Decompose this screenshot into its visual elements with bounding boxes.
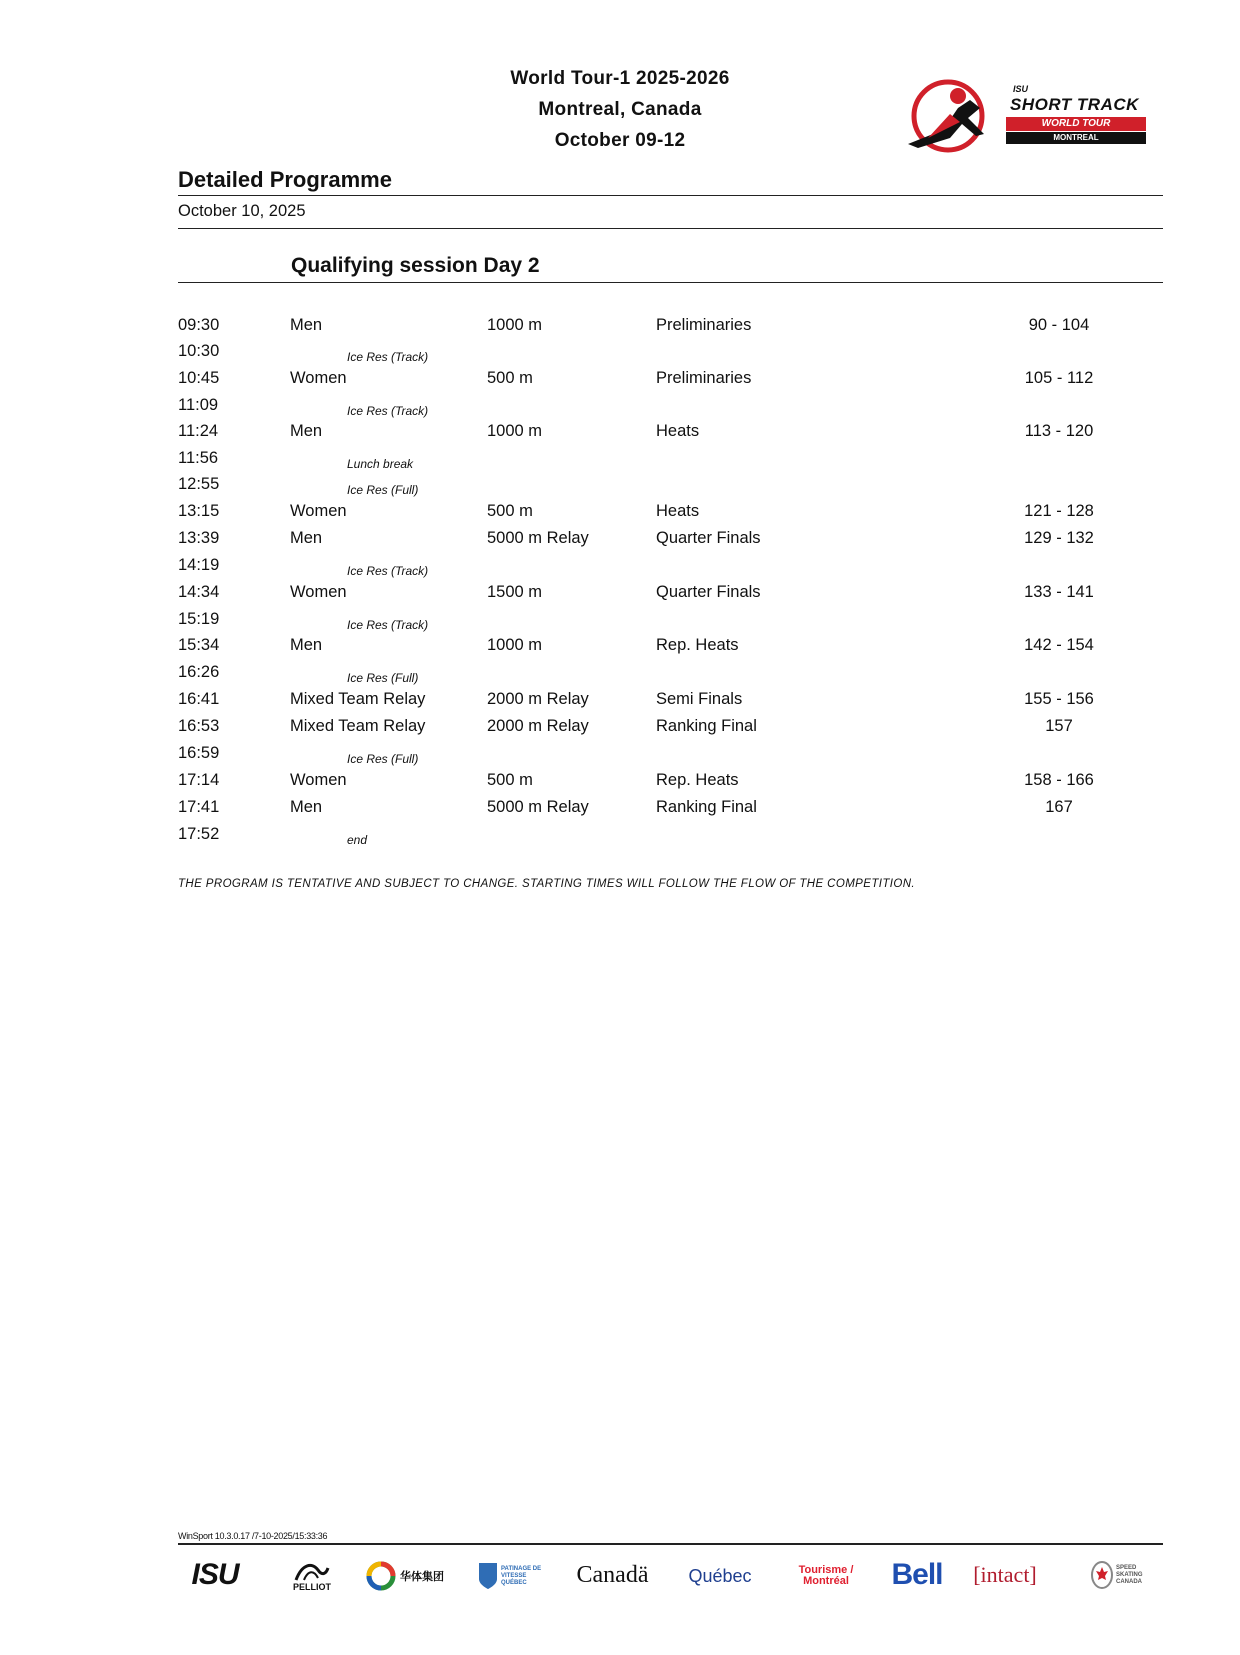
row-round: Preliminaries <box>656 369 752 387</box>
row-distance: 5000 m Relay <box>487 529 589 547</box>
row-round: Preliminaries <box>656 316 752 334</box>
schedule-row <box>178 717 1163 743</box>
row-races: 90 - 104 <box>1028 316 1090 334</box>
sponsor-quebec: Québec <box>688 1565 752 1586</box>
footer-rule <box>178 1543 1163 1545</box>
row-note: Ice Res (Full) <box>347 671 419 685</box>
row-round: Ranking Final <box>656 798 757 816</box>
row-time: 13:39 <box>178 529 220 547</box>
session-rule <box>178 282 1163 283</box>
schedule-row <box>178 369 1163 395</box>
row-time: 14:34 <box>178 583 220 601</box>
event-dates: October 09-12 <box>554 130 686 151</box>
sponsor-pelliot: PELLIOT <box>282 1556 342 1596</box>
schedule-row <box>178 798 1163 824</box>
sponsor-bell: Bell <box>891 1558 943 1591</box>
row-note: Ice Res (Track) <box>347 350 429 364</box>
row-note: Ice Res (Full) <box>347 483 419 497</box>
row-time: 12:55 <box>178 475 220 493</box>
row-time: 17:41 <box>178 798 220 816</box>
row-distance: 1000 m <box>487 422 543 440</box>
row-distance: 2000 m Relay <box>487 690 589 708</box>
row-note: Ice Res (Track) <box>347 564 429 578</box>
huati-logo-icon <box>366 1561 396 1591</box>
title-rule <box>178 195 1163 196</box>
short-track-logo <box>888 78 1148 160</box>
row-distance: 1500 m <box>487 583 543 601</box>
row-time: 15:19 <box>178 610 220 628</box>
schedule-row <box>178 583 1163 609</box>
row-note: end <box>347 833 368 847</box>
session-title: Qualifying session Day 2 <box>291 254 540 277</box>
row-time: 17:52 <box>178 825 220 843</box>
logo-city: MONTREAL <box>1006 132 1146 144</box>
row-round: Quarter Finals <box>656 529 761 547</box>
row-time: 10:45 <box>178 369 220 387</box>
sponsor-patinage: PATINAGE DE VITESSE QUÉBEC <box>475 1558 545 1594</box>
row-time: 14:19 <box>178 556 220 574</box>
schedule-note-row <box>178 663 1163 689</box>
row-round: Heats <box>656 502 700 520</box>
row-time: 10:30 <box>178 342 220 360</box>
row-distance: 500 m <box>487 771 533 789</box>
schedule-row <box>178 316 1163 342</box>
sponsor-canada: Canadä <box>576 1561 649 1588</box>
doc-date: October 10, 2025 <box>178 202 306 220</box>
schedule-note-row <box>178 556 1163 582</box>
sponsor-isu: ISU <box>191 1558 239 1591</box>
sponsor-intact: [intact] <box>973 1562 1037 1587</box>
row-category: Mixed Team Relay <box>290 690 426 708</box>
schedule-row <box>178 529 1163 555</box>
row-time: 16:59 <box>178 744 220 762</box>
schedule-note-row <box>178 449 1163 475</box>
row-races: 155 - 156 <box>1024 690 1094 708</box>
row-note: Ice Res (Track) <box>347 618 429 632</box>
row-time: 11:24 <box>178 422 219 440</box>
row-round: Heats <box>656 422 700 440</box>
row-time: 11:56 <box>178 449 219 467</box>
shield-icon <box>477 1561 499 1591</box>
row-time: 16:26 <box>178 663 220 681</box>
row-time: 09:30 <box>178 316 220 334</box>
disclaimer: THE PROGRAM IS TENTATIVE AND SUBJECT TO CHANGE. STARTING TIMES WILL FOLLOW THE FLOW OF THE COMPETITION. <box>178 878 916 890</box>
software-version: WinSport 10.3.0.17 /7-10-2025/15:33:36 <box>178 1531 328 1541</box>
row-category: Men <box>290 636 323 654</box>
row-races: 167 <box>1045 798 1073 816</box>
row-time: 16:53 <box>178 717 220 735</box>
event-title: World Tour-1 2025-2026 <box>510 68 730 89</box>
row-time: 16:41 <box>178 690 220 708</box>
wave-icon <box>292 1560 332 1582</box>
doc-title: Detailed Programme <box>178 167 392 192</box>
schedule-note-row <box>178 475 1163 501</box>
row-races: 133 - 141 <box>1024 583 1094 601</box>
row-distance: 500 m <box>487 502 533 520</box>
row-category: Mixed Team Relay <box>290 717 426 735</box>
row-category: Men <box>290 316 323 334</box>
row-races: 113 - 120 <box>1024 422 1094 440</box>
row-note: Ice Res (Full) <box>347 752 419 766</box>
schedule-row <box>178 422 1163 448</box>
row-category: Women <box>290 369 347 387</box>
row-note: Lunch break <box>347 457 414 471</box>
logo-world-tour: WORLD TOUR <box>1006 117 1146 131</box>
row-time: 11:09 <box>178 396 219 414</box>
row-time: 13:15 <box>178 502 220 520</box>
row-time: 17:14 <box>178 771 220 789</box>
row-distance: 500 m <box>487 369 533 387</box>
schedule-note-row <box>178 342 1163 368</box>
row-distance: 5000 m Relay <box>487 798 589 816</box>
sponsor-huati: 华体集团 <box>355 1558 455 1594</box>
row-races: 142 - 154 <box>1024 636 1094 654</box>
schedule-row <box>178 771 1163 797</box>
row-category: Men <box>290 529 323 547</box>
row-distance: 1000 m <box>487 316 543 334</box>
row-distance: 1000 m <box>487 636 543 654</box>
date-rule <box>178 228 1163 229</box>
row-category: Women <box>290 583 347 601</box>
logo-brand-main: SHORT TRACK <box>1010 95 1139 114</box>
schedule-row <box>178 690 1163 716</box>
logo-isu-small: ISU <box>1013 84 1029 94</box>
row-races: 121 - 128 <box>1024 502 1094 520</box>
schedule-note-row <box>178 396 1163 422</box>
row-round: Semi Finals <box>656 690 743 708</box>
row-round: Rep. Heats <box>656 636 739 654</box>
row-time: 15:34 <box>178 636 220 654</box>
maple-shield-icon <box>1090 1560 1114 1590</box>
row-note: Ice Res (Track) <box>347 404 429 418</box>
schedule-row <box>178 636 1163 662</box>
event-location: Montreal, Canada <box>538 99 702 120</box>
row-round: Ranking Final <box>656 717 757 735</box>
row-races: 157 <box>1045 717 1073 735</box>
row-category: Men <box>290 422 323 440</box>
row-races: 105 - 112 <box>1024 369 1094 387</box>
sponsor-ssc: SPEED SKATING CANADA <box>1085 1556 1155 1594</box>
sponsor-tourisme: Tourisme / Montréal <box>798 1564 854 1587</box>
row-category: Women <box>290 502 347 520</box>
schedule-note-row <box>178 825 1163 851</box>
row-races: 129 - 132 <box>1024 529 1094 547</box>
schedule-note-row <box>178 744 1163 770</box>
schedule-note-row <box>178 610 1163 636</box>
row-races: 158 - 166 <box>1024 771 1094 789</box>
row-category: Women <box>290 771 347 789</box>
row-round: Rep. Heats <box>656 771 739 789</box>
skater-icon <box>888 78 1008 160</box>
row-distance: 2000 m Relay <box>487 717 589 735</box>
row-category: Men <box>290 798 323 816</box>
schedule-row <box>178 502 1163 528</box>
row-round: Quarter Finals <box>656 583 761 601</box>
